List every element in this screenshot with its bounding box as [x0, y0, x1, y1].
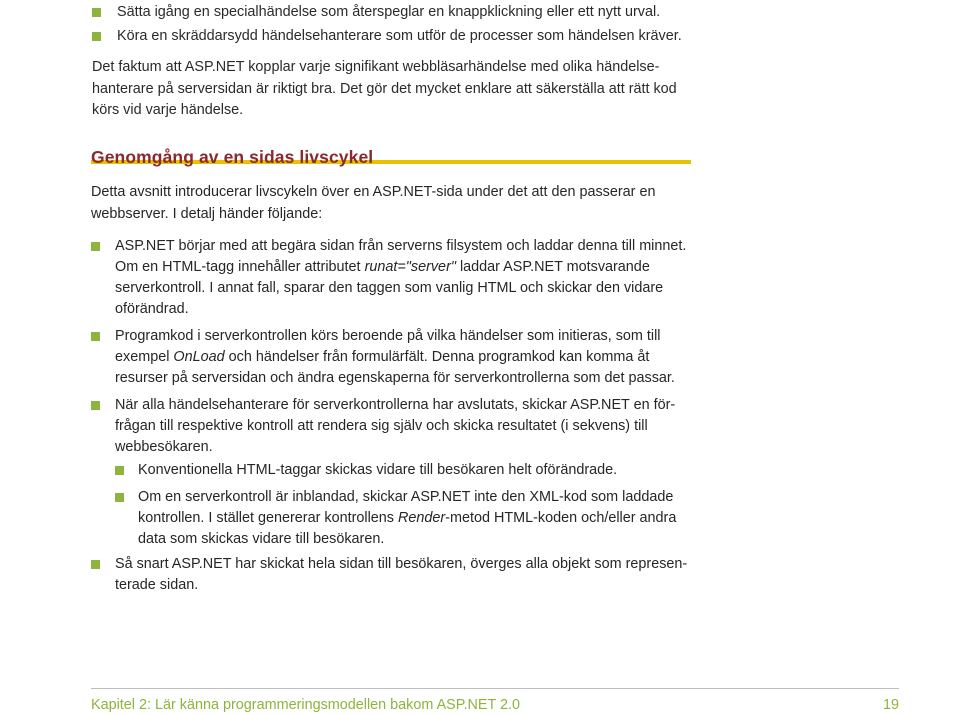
- list-line: ASP.NET börjar med att begära sidan från serverns filsystem och laddar denna till minnet.: [115, 238, 687, 254]
- square-bullet-icon: [91, 560, 100, 569]
- square-bullet-icon: [115, 466, 124, 475]
- code-event: OnLoad: [173, 349, 225, 365]
- list-line: Konventionella HTML-taggar skickas vidare till besökaren helt oförändrade.: [138, 462, 618, 478]
- list-line: Programkod i serverkontrollen körs beroende på vilka händelser som initieras, som till: [115, 328, 661, 344]
- top-bullet-list: [92, 0, 712, 48]
- paragraph-line: körs vid varje händelse.: [92, 102, 244, 118]
- paragraph-line: webbserver. I detalj händer följande:: [91, 205, 323, 222]
- text-run: Om en HTML-tagg innehåller attributet: [115, 259, 365, 275]
- page-number: 19: [882, 697, 899, 713]
- square-bullet-icon: [115, 493, 124, 502]
- list-line: terade sidan.: [115, 577, 199, 593]
- text-run: exempel: [115, 349, 174, 365]
- list-line: När alla händelsehanterare för serverkontrollerna har avslutats, skickar ASP.NET en för-: [115, 397, 676, 413]
- list-line: data som skickas vidare till besökaren.: [138, 531, 385, 547]
- paragraph-event-handlers: [92, 57, 712, 122]
- sub-list-item: [115, 487, 718, 550]
- code-method: Render: [397, 510, 446, 526]
- list-line: [115, 257, 725, 278]
- list-line: oförändrad.: [115, 301, 189, 317]
- list-item: [91, 326, 725, 389]
- code-attribute: runat="server": [364, 259, 456, 275]
- list-item-text: Sätta igång en specialhändelse som återspeglar en knappklickning eller ett nytt urval.: [117, 4, 661, 20]
- list-item: [91, 236, 725, 320]
- square-bullet-icon: [91, 401, 100, 410]
- list-item: [92, 0, 712, 24]
- list-line: frågan till respektive kontroll att rendera sig själv och skicka resultatet (i sekvens) till: [115, 418, 648, 434]
- list-item: [91, 554, 725, 596]
- square-bullet-icon: [91, 332, 100, 341]
- list-line: [115, 347, 725, 368]
- list-line: Så snart ASP.NET har skickat hela sidan till besökaren, överges alla objekt som represen-: [115, 556, 688, 572]
- sub-list-item: [115, 460, 718, 481]
- list-item: [92, 24, 712, 48]
- list-item-text: Köra en skräddarsydd händelsehanterare som utför de processer som händelsen kräver.: [117, 28, 682, 44]
- text-run: och händelser från formulärfält. Denna programkod kan komma åt: [224, 349, 650, 365]
- footer-chapter-title: Kapitel 2: Lär känna programmeringsmodellen bakom ASP.NET 2.0: [91, 697, 521, 713]
- section-heading: Genomgång av en sidas livscykel: [91, 147, 374, 167]
- footer-divider: [91, 688, 899, 689]
- paragraph-line: hanterare på serversidan är riktigt bra. Det gör det mycket enklare att säkerställa att rätt kod: [92, 80, 677, 97]
- list-line: webbesökaren.: [115, 439, 213, 455]
- square-bullet-icon: [92, 32, 101, 41]
- square-bullet-icon: [92, 8, 101, 17]
- text-run: laddar ASP.NET motsvarande: [455, 259, 650, 275]
- list-line: [138, 508, 718, 529]
- list-line: serverkontroll. I annat fall, sparar den taggen som vanlig HTML och skickar den vidare: [115, 280, 664, 296]
- list-line: resurser på serversidan och ändra egenskaperna för serverkontrollerna som det passar.: [115, 370, 675, 386]
- text-run: kontrollen. I stället genererar kontrollens: [138, 510, 398, 526]
- list-line: Om en serverkontroll är inblandad, skickar ASP.NET inte den XML-kod som laddade: [138, 489, 674, 505]
- text-run: -metod HTML-koden och/eller andra: [445, 510, 677, 526]
- paragraph-line: Detta avsnitt introducerar livscykeln över en ASP.NET-sida under det att den passerar en: [91, 184, 656, 200]
- paragraph-line: Det faktum att ASP.NET kopplar varje signifikant webbläsarhändelse med olika händelse-: [92, 59, 660, 75]
- section-intro: [91, 182, 701, 225]
- square-bullet-icon: [91, 242, 100, 251]
- list-item: [91, 395, 725, 458]
